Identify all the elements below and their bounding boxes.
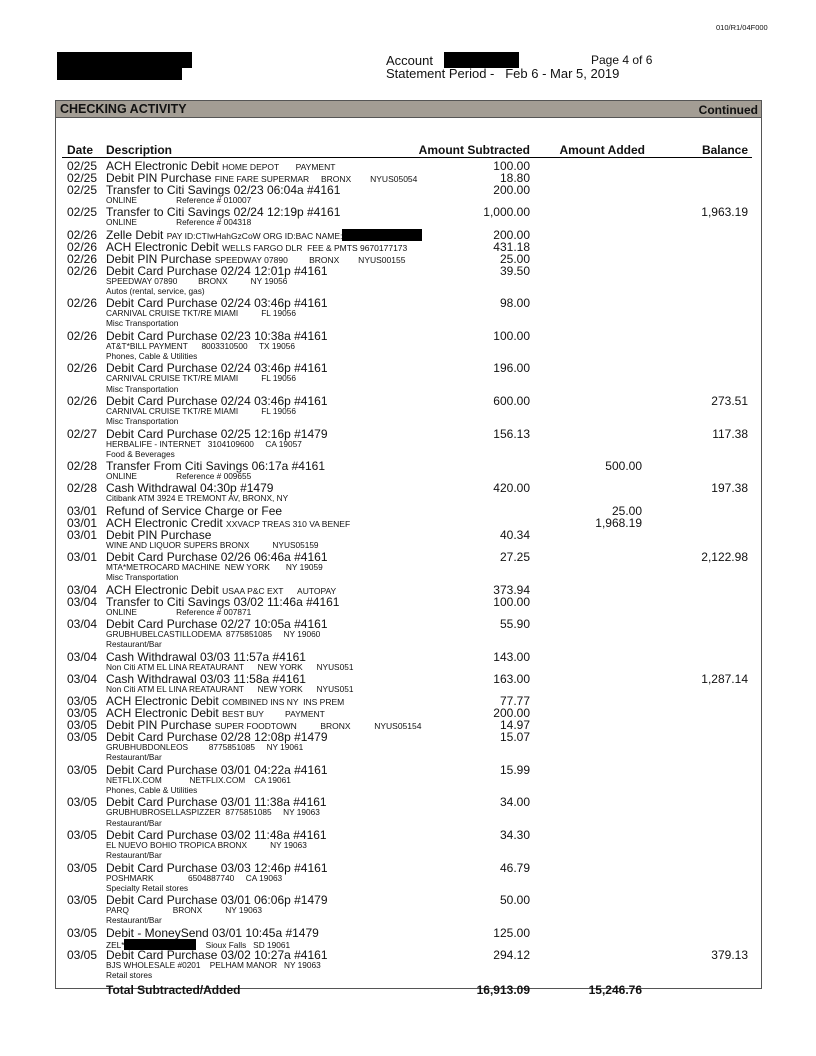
row-main-line (62, 596, 752, 608)
row-description (106, 460, 325, 472)
row-main-line (62, 651, 752, 663)
row-description-text: ACH Electronic Debit (106, 239, 219, 254)
row-amount-subtracted: 34.30 (499, 827, 530, 842)
row-sub-line: AT&T*BILL PAYMENT 8003310500 TX 19056 (106, 340, 295, 351)
row-main-line (62, 731, 752, 743)
row-detail: WELLS FARGO DLR FEE & PMTS 9670177173 (222, 242, 408, 253)
col-date: Date (67, 143, 94, 157)
row-balance: 1,963.19 (701, 205, 748, 220)
table-row (62, 764, 752, 797)
row-main-line (62, 949, 752, 961)
row-main-line (62, 796, 752, 808)
row-description-text: Transfer to Citi Savings 02/23 06:04a #4161 (106, 183, 341, 197)
row-description (106, 482, 273, 494)
row-balance: 273.51 (711, 393, 748, 408)
row-detail: PAY ID:CTIwHahGzCoW ORG ID:BAC NAME: (166, 230, 343, 241)
row-amount-subtracted: 196.00 (493, 361, 530, 376)
table-row (62, 796, 752, 829)
row-sub-text: Sioux Falls SD 19061 (196, 939, 291, 950)
table-row (62, 482, 752, 504)
row-amount-subtracted: 15.07 (499, 730, 530, 745)
row-date: 03/01 (67, 515, 98, 530)
statement-period: Statement Period - Feb 6 - Mar 5, 2019 (386, 66, 620, 81)
row-date: 02/26 (67, 361, 98, 376)
row-balance: 379.13 (711, 947, 748, 962)
row-amount-subtracted: 125.00 (493, 925, 530, 940)
row-amount-subtracted: 50.00 (499, 893, 530, 908)
col-description: Description (106, 143, 173, 157)
row-amount-subtracted: 1,000.00 (483, 205, 530, 220)
row-main-line (62, 673, 752, 685)
row-sub-line: Phones, Cable & Utilities (106, 351, 198, 362)
row-description-text: Debit Card Purchase 02/24 03:46p #4161 (106, 296, 328, 311)
row-amount-subtracted: 156.13 (493, 426, 530, 441)
row-amount-subtracted: 294.12 (493, 947, 530, 962)
row-description-text: Debit Card Purchase 03/01 11:38a #4161 (106, 795, 327, 810)
row-description-text: Debit Card Purchase 02/24 03:46p #4161 (106, 393, 328, 408)
row-description (106, 551, 328, 563)
row-description-text: Debit Card Purchase 02/28 12:08p #1479 (106, 730, 328, 745)
row-date: 02/26 (67, 393, 98, 408)
row-detail: SUPER FOODTOWN BRONX NYUS05154 (214, 721, 422, 732)
row-amount-subtracted: 431.18 (493, 239, 530, 254)
row-detail: BEST BUY PAYMENT (222, 709, 325, 720)
table-row (62, 862, 752, 895)
table-row (62, 395, 752, 428)
table-row (62, 927, 752, 949)
row-detail: HOME DEPOT PAYMENT (222, 162, 336, 172)
row-date: 03/04 (67, 594, 98, 609)
row-description-text: Debit PIN Purchase (106, 718, 212, 733)
row-sub-line: Misc Transportation (106, 572, 179, 583)
row-sub-line: Restaurant/Bar (106, 817, 162, 828)
row-amount-subtracted: 200.00 (493, 227, 530, 242)
table-row (62, 265, 752, 298)
row-date: 02/26 (67, 239, 98, 254)
row-detail: FINE FARE SUPERMAR BRONX NYUS05054 (214, 174, 418, 184)
row-description-text: Transfer to Citi Savings 03/02 11:46a #4161 (106, 594, 340, 609)
row-date: 03/05 (67, 860, 98, 875)
row-description-text: Debit PIN Purchase (106, 251, 212, 266)
row-description-text: ACH Electronic Debit (106, 694, 219, 709)
row-balance: 117.38 (712, 426, 748, 441)
row-sub-line: Restaurant/Bar (106, 915, 162, 926)
row-date: 03/05 (67, 730, 98, 745)
row-description (106, 330, 328, 342)
row-main-line (62, 764, 752, 776)
table-row (62, 673, 752, 695)
row-date: 02/25 (67, 205, 98, 220)
row-description-text: Debit PIN Purchase (106, 527, 212, 542)
row-main-line (62, 395, 752, 407)
table-row (62, 428, 752, 461)
table-row (62, 551, 752, 584)
row-description-text: ACH Electronic Debit (106, 706, 219, 721)
row-sub-line: Retail stores (106, 970, 153, 981)
row-amount-subtracted: 77.77 (499, 694, 530, 709)
row-date: 02/26 (67, 227, 98, 242)
row-sub-line: Non Citi ATM EL LINA REATAURANT NEW YORK NYUS051 (106, 683, 354, 694)
row-sub-line: MTA*METROCARD MACHINE NEW YORK NY 19059 (106, 562, 323, 573)
page-number: Page 4 of 6 (591, 53, 653, 67)
row-sub-line: GRUBHUBELCASTILLODEMA 8775851085 NY 19060 (106, 628, 321, 639)
row-date: 03/05 (67, 795, 98, 810)
row-description-text: Cash Withdrawal 03/03 11:58a #4161 (106, 671, 306, 686)
table-body (62, 158, 752, 982)
row-main-line (62, 265, 752, 277)
row-sub-line: GRUBHUBDONLEOS 8775851085 NY 19061 (106, 742, 304, 753)
row-amount-subtracted: 39.50 (499, 263, 530, 278)
row-description-text: ACH Electronic Debit (106, 582, 219, 597)
row-date: 03/05 (67, 718, 98, 733)
row-amount-subtracted: 40.34 (499, 527, 530, 542)
row-sub-line: Restaurant/Bar (106, 752, 162, 763)
table-row (62, 596, 752, 618)
row-date: 02/26 (67, 328, 98, 343)
row-description (106, 927, 319, 939)
row-sub-line: Specialty Retail stores (106, 882, 189, 893)
col-added: Amount Added (559, 143, 645, 157)
row-description (106, 796, 327, 808)
row-amount-subtracted: 100.00 (493, 159, 530, 173)
row-sub-line: Misc Transportation (106, 416, 179, 427)
row-amount-subtracted: 200.00 (493, 183, 530, 197)
row-date: 03/01 (67, 503, 98, 518)
row-detail: COMBINED INS NY INS PREM (222, 697, 345, 708)
row-amount-added: 1,968.19 (595, 515, 642, 530)
row-amount-subtracted: 34.00 (499, 795, 530, 810)
row-date: 03/04 (67, 616, 98, 631)
row-main-line (62, 428, 752, 440)
redacted-name (342, 229, 422, 241)
col-balance: Balance (701, 143, 748, 157)
row-sub-line: PARQ BRONX NY 19063 (106, 905, 263, 916)
row-detail: USAA P&C EXT AUTOPAY (222, 585, 337, 596)
row-description-text: Zelle Debit (106, 227, 164, 242)
row-sub-line: GRUBHUBROSELLASPIZZER 8775851085 NY 19063 (106, 807, 320, 818)
row-amount-subtracted: 143.00 (493, 649, 530, 664)
row-main-line (62, 297, 752, 309)
table-row (62, 362, 752, 395)
row-description (106, 829, 327, 841)
row-description (106, 297, 328, 309)
row-date: 03/05 (67, 694, 98, 709)
row-description-text: Transfer From Citi Savings 06:17a #4161 (106, 459, 325, 474)
total-subtracted: 16,913.09 (476, 982, 530, 997)
row-amount-subtracted: 420.00 (493, 481, 530, 496)
row-description-text: Debit Card Purchase 02/27 10:05a #4161 (106, 616, 328, 631)
row-sub-line: Phones, Cable & Utilities (106, 785, 198, 796)
row-sub-line: POSHMARK 6504887740 CA 19063 (106, 872, 283, 883)
row-sub-line: HERBALIFE - INTERNET 3104109600 CA 19057 (106, 438, 302, 449)
row-date: 02/25 (67, 183, 98, 197)
row-amount-subtracted: 55.90 (499, 616, 530, 631)
table-row (62, 529, 752, 551)
table-row (62, 651, 752, 673)
row-description-text: Debit PIN Purchase (106, 171, 212, 185)
row-description-text: Debit Card Purchase 03/03 12:46p #4161 (106, 860, 328, 875)
row-sub-line: Food & Beverages (106, 448, 175, 459)
row-sub-line: WINE AND LIQUOR SUPERS BRONX NYUS05159 (106, 539, 319, 550)
row-description-text: Debit Card Purchase 02/23 10:38a #4161 (106, 328, 328, 343)
table-row (62, 894, 752, 927)
table-row (62, 206, 752, 228)
row-date: 03/05 (67, 762, 98, 777)
row-description-text: Refund of Service Charge or Fee (106, 503, 283, 518)
total-added: 15,246.76 (588, 982, 642, 997)
row-date: 03/01 (67, 527, 98, 542)
row-date: 02/25 (67, 159, 98, 173)
row-description-text: ACH Electronic Debit (106, 159, 219, 173)
row-description-text: Debit Card Purchase 02/26 06:46a #4161 (106, 550, 328, 565)
table-row (62, 731, 752, 764)
row-amount-subtracted: 373.94 (493, 582, 530, 597)
row-main-line (62, 862, 752, 874)
row-date: 03/04 (67, 582, 98, 597)
row-description (106, 362, 328, 374)
row-description (106, 651, 306, 663)
row-amount-subtracted: 100.00 (493, 594, 530, 609)
row-detail: XXVACP TREAS 310 VA BENEF (226, 518, 351, 529)
row-main-line (62, 460, 752, 472)
row-amount-subtracted: 15.99 (499, 762, 530, 777)
table-row (62, 297, 752, 330)
row-main-line (62, 894, 752, 906)
row-description (106, 395, 328, 407)
row-sub-line: Misc Transportation (106, 318, 179, 329)
row-amount-subtracted: 163.00 (493, 671, 530, 686)
row-amount-subtracted: 200.00 (493, 706, 530, 721)
continued-label: Continued (698, 103, 758, 117)
row-description-text: Debit - MoneySend 03/01 10:45a #1479 (106, 925, 319, 940)
row-main-line (62, 330, 752, 342)
row-description-text: Cash Withdrawal 04:30p #1479 (106, 481, 274, 496)
row-sub-text: ZEL* (106, 939, 125, 950)
checking-activity-table (62, 143, 752, 996)
row-amount-subtracted: 46.79 (499, 860, 530, 875)
row-date: 02/27 (67, 426, 98, 441)
row-sub-line: CARNIVAL CRUISE TKT/RE MIAMI FL 19056 (106, 373, 296, 384)
row-amount-subtracted: 27.25 (499, 550, 530, 565)
row-amount-subtracted: 98.00 (499, 296, 530, 311)
row-sub-line: Non Citi ATM EL LINA REATAURANT NEW YORK NYUS051 (106, 661, 354, 672)
row-balance: 1,287.14 (701, 671, 748, 686)
row-amount-subtracted: 18.80 (499, 171, 530, 185)
row-sub-line: BJS WHOLESALE #0201 PELHAM MANOR NY 19063 (106, 959, 321, 970)
row-amount-subtracted: 600.00 (493, 393, 530, 408)
row-sub-line: Misc Transportation (106, 383, 179, 394)
row-description (106, 206, 340, 218)
row-amount-added: 500.00 (605, 459, 642, 474)
col-subtracted: Amount Subtracted (418, 143, 530, 157)
row-main-line (62, 482, 752, 494)
table-row (62, 184, 752, 206)
section-header-bar (55, 100, 762, 118)
row-sub-line: CARNIVAL CRUISE TKT/RE MIAMI FL 19056 (106, 308, 296, 319)
row-description (106, 764, 328, 776)
row-description-text: Transfer to Citi Savings 02/24 12:19p #4161 (106, 205, 341, 220)
row-sub-line: Autos (rental, service, gas) (106, 285, 205, 296)
row-description-text: ACH Electronic Credit (106, 515, 223, 530)
redacted-address (57, 66, 182, 80)
row-date: 02/28 (67, 481, 98, 496)
row-description-text: Cash Withdrawal 03/03 11:57a #4161 (106, 649, 306, 664)
row-main-line (62, 927, 752, 939)
row-description (106, 894, 328, 906)
row-description-text: Debit Card Purchase 02/25 12:16p #1479 (106, 426, 328, 441)
totals-row (62, 982, 752, 996)
row-date: 03/05 (67, 827, 98, 842)
table-row (62, 829, 752, 862)
row-date: 02/26 (67, 263, 98, 278)
row-sub-line: Restaurant/Bar (106, 850, 162, 861)
row-main-line (62, 618, 752, 630)
row-detail: SPEEDWAY 07890 BRONX NYUS00155 (214, 254, 406, 265)
row-date: 03/05 (67, 893, 98, 908)
row-date: 03/05 (67, 925, 98, 940)
row-description-text: Debit Card Purchase 03/02 11:48a #4161 (106, 827, 327, 842)
section-title: CHECKING ACTIVITY (60, 102, 187, 116)
row-sub-line: ONLINE Reference # 004318 (106, 217, 252, 228)
row-description-text: Debit Card Purchase 03/02 10:27a #4161 (106, 947, 328, 962)
row-date: 02/26 (67, 296, 98, 311)
row-main-line (62, 551, 752, 563)
row-main-line (62, 362, 752, 374)
table-row (62, 618, 752, 651)
row-description (106, 949, 328, 961)
row-description (106, 596, 339, 608)
row-sub-line: ONLINE Reference # 007871 (106, 606, 252, 617)
row-main-line (62, 529, 752, 541)
row-description-text: Debit Card Purchase 03/01 04:22a #4161 (106, 762, 328, 777)
row-description (106, 184, 340, 196)
row-date: 02/26 (67, 251, 98, 266)
row-sub-line: Restaurant/Bar (106, 639, 162, 650)
row-main-line (62, 206, 752, 218)
row-sub-line: ONLINE Reference # 009655 (106, 471, 252, 482)
row-sub-line: SPEEDWAY 07890 BRONX NY 19056 (106, 275, 288, 286)
row-sub-line: EL NUEVO BOHIO TROPICA BRONX NY 19063 (106, 839, 307, 850)
row-main-line (62, 184, 752, 196)
table-row (62, 330, 752, 363)
row-description-text: Debit Card Purchase 03/01 06:06p #1479 (106, 893, 328, 908)
row-date: 03/05 (67, 947, 98, 962)
row-description-text: Debit Card Purchase 02/24 12:01p #4161 (106, 263, 328, 278)
row-date: 03/01 (67, 550, 98, 565)
document-code: 010/R1/04F000 (716, 23, 768, 32)
row-amount-subtracted: 100.00 (493, 328, 530, 343)
table-header (62, 143, 752, 158)
row-description (106, 529, 211, 541)
row-balance: 197.38 (711, 481, 748, 496)
row-balance: 2,122.98 (701, 550, 748, 565)
row-amount-subtracted: 14.97 (499, 718, 530, 733)
row-description (106, 265, 328, 277)
row-sub-line: ONLINE Reference # 010007 (106, 195, 252, 205)
row-sub-line: CARNIVAL CRUISE TKT/RE MIAMI FL 19056 (106, 405, 296, 416)
row-description-text: Debit Card Purchase 02/24 03:46p #4161 (106, 361, 328, 376)
table-row (62, 460, 752, 482)
row-main-line (62, 829, 752, 841)
row-description (106, 428, 328, 440)
row-description (106, 618, 328, 630)
row-sub-line: Citibank ATM 3924 E TREMONT AV, BRONX, NY (106, 493, 289, 504)
row-description (106, 731, 328, 743)
table-row (62, 949, 752, 982)
row-amount-added: 25.00 (611, 503, 642, 518)
account-label: Account (386, 53, 433, 68)
row-date: 03/05 (67, 706, 98, 721)
row-description (106, 862, 328, 874)
row-sub-line: NETFLIX.COM NETFLIX.COM CA 19061 (106, 774, 291, 785)
row-date: 02/28 (67, 459, 98, 474)
row-amount-subtracted: 25.00 (499, 251, 530, 266)
row-date: 03/04 (67, 649, 98, 664)
row-description (106, 673, 306, 685)
row-date: 02/25 (67, 171, 98, 185)
row-date: 03/04 (67, 671, 98, 686)
totals-label: Total Subtracted/Added (106, 982, 241, 997)
